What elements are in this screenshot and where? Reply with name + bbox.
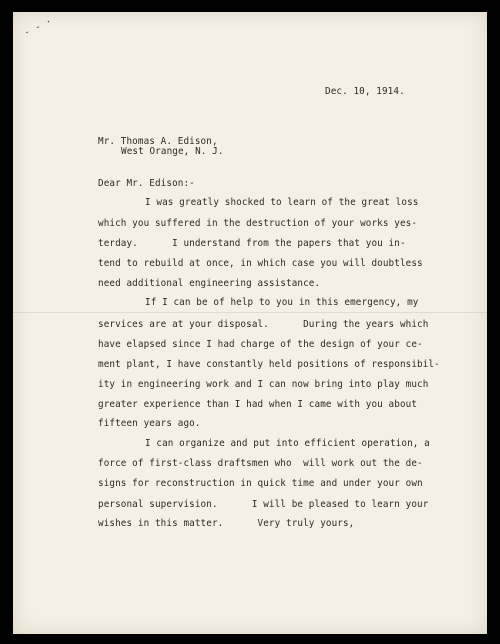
- body-line: If I can be of help to you in this emergency, my: [145, 297, 419, 308]
- letter-date: Dec. 10, 1914.: [325, 86, 405, 97]
- body-line: greater experience than I had when I came with you about: [98, 399, 418, 410]
- paper-fold: [13, 312, 487, 313]
- body-line: have elapsed since I had charge of the design of your ce-: [98, 339, 423, 350]
- body-line: personal supervision. I will be pleased to learn your: [98, 499, 429, 510]
- body-line: which you suffered in the destruction of your works yes-: [98, 218, 418, 229]
- pencil-mark: - - ·: [22, 16, 55, 39]
- body-line: I can organize and put into efficient operation, a: [145, 438, 430, 449]
- body-line: signs for reconstruction in quick time and under your own: [98, 478, 423, 489]
- body-line: I was greatly shocked to learn of the great loss: [145, 197, 419, 208]
- body-line: ment plant, I have constantly held positions of responsibil-: [98, 359, 440, 370]
- recipient-name: Mr. Thomas A. Edison,: [98, 136, 218, 147]
- recipient-city: West Orange, N. J.: [121, 146, 224, 157]
- body-line: need additional engineering assistance.: [98, 278, 321, 289]
- body-line: tend to rebuild at once, in which case you will doubtless: [98, 258, 423, 269]
- body-line: services are at your disposal. During the years which: [98, 319, 429, 330]
- body-line: terday. I understand from the papers that you in-: [98, 238, 406, 249]
- body-line: wishes in this matter. Very truly yours,: [98, 518, 355, 529]
- body-line: ity in engineering work and I can now bring into play much: [98, 379, 429, 390]
- letter-page: [13, 12, 487, 634]
- body-line: force of first-class draftsmen who will work out the de-: [98, 458, 423, 469]
- salutation: Dear Mr. Edison:-: [98, 178, 195, 189]
- body-line: fifteen years ago.: [98, 418, 201, 429]
